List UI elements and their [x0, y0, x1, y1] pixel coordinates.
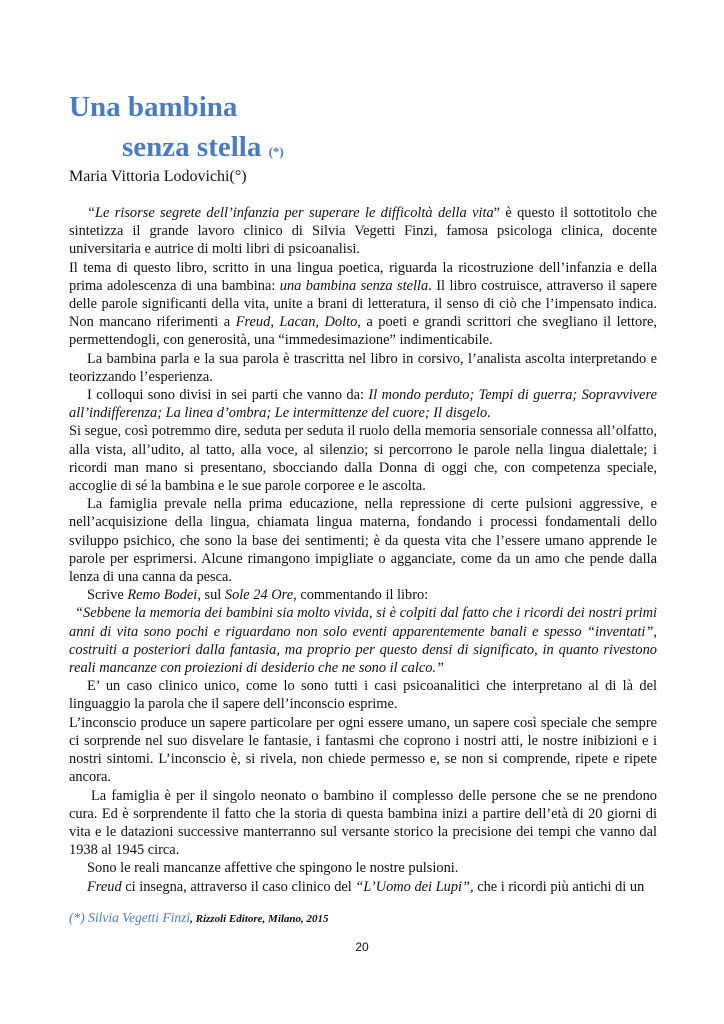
paragraph-1	[69, 204, 657, 259]
paragraph-13	[69, 878, 657, 896]
page-number: 20	[355, 940, 369, 954]
paragraph-13-case: “L’Uomo dei Lupi”,	[355, 878, 474, 895]
paragraph-4-a: I colloqui sono divisi in sei parti che vanno da:	[87, 387, 369, 404]
paragraph-12: Sono le reali mancanze affettive che spingono le nostre pulsioni.	[87, 860, 459, 877]
paragraph-3: La bambina parla e la sua parola è trascritta nel libro in corsivo, l’analista ascolta interpretando e teorizzando l’esperienza.	[69, 350, 657, 385]
paragraph-13-d: che i ricordi più antichi di un	[473, 878, 645, 895]
paragraph-7-e: , commentando il libro:	[293, 587, 429, 604]
paragraph-9: E’ un caso clinico unico, come lo sono tutti i casi psicoanalitici che interpretano al di là del linguaggio la parola che il sapere dell’inconscio esprime.	[69, 678, 657, 713]
paragraph-2-authors: Freud, Lacan, Dolto	[235, 314, 358, 331]
paragraph-2	[69, 259, 657, 350]
paragraph-7	[69, 586, 657, 604]
subtitle-quote: “Le risorse segrete dell’infanzia per superare le difficoltà della vita	[87, 205, 494, 221]
paragraph-7-a: Scrive	[87, 587, 128, 604]
title-line-2	[122, 130, 284, 169]
title-footnote-mark: (*)	[268, 144, 284, 159]
paragraph-13-b: ci insegna, attraverso il caso clinico del	[121, 878, 356, 895]
paragraph-4	[69, 386, 657, 422]
author-line: Maria Vittoria Lodovichi(°)	[69, 168, 247, 185]
title-line-2-text: senza stella	[122, 131, 262, 163]
paragraph-13-freud: Freud	[87, 878, 122, 895]
paragraph-1-text: ” è questo il sottotitolo che sintetizza il grande lavoro clinico di Silvia Vegetti Finzi, famosa psicologa clinica, docente universitaria e autrice di molti libri di psicoanalisi.	[69, 205, 657, 258]
paragraph-5: Si segue, così potremmo dire, seduta per seduta il ruolo della memoria sensoriale connessa all’olfatto, alla vista, all’udito, al tatto, alla voce, al silenzio; si percorrono le parole nella lingua dialettale; i ricordi man mano si presentano, sbocciando dalla Donna di oggi che, con competenza speciale, accoglie di sé la bambina e le sue parole corporee e le ascolta.	[69, 423, 657, 495]
paragraph-6: La famiglia prevale nella prima educazione, nella repressione di certe pulsioni aggressive, e nell’acquisizione della lingua, chiamata lingua materna, fondando i processi fondamentali dello sviluppo psichico, che sono la base dei sentimenti; è da questa vita che l’essere umano apprende le parole per esprimersi. Alcune rimangono impigliate o agganciate, come da un amo che pende dalla lenza di una canna da pesca.	[69, 496, 657, 586]
paragraph-11: La famiglia è per il singolo neonato o bambino il complesso delle persone che se ne prendono cura. Ed è sorprendente il fatto che la storia di questa bambina inizi a partire dell’età di 20 giorni di vita e le datazioni successive manterranno sul versante storico la precisione dei tempi che vanno dal 1938 al 1945 circa.	[69, 787, 657, 859]
block-quote: “Sebbene la memoria dei bambini sia molto vivida, si è colpiti dal fatto che i ricordi dei nostri primi anni di vita sono pochi e riguardano non solo eventi apparentemente banali e spesso “inventati”, costruiti a posteriori dalla fantasia, ma proprio per questo densi di significato, in quanto rivestono reali mancanze con proiezioni di desiderio che ne sono il calco.”	[69, 605, 657, 677]
footnote-publisher: , Rizzoli Editore, Milano, 2015	[190, 913, 329, 925]
paragraph-2-book-title: una bambina senza stella	[279, 277, 429, 294]
paragraph-7-c: , sul	[197, 587, 225, 604]
paragraph-2-a: Il tema di questo libro, scritto in una lingua poetica, riguarda la ricostruzione dell’infanzia e della prima adolescenza di una bambina:	[69, 259, 657, 294]
title-line-1: Una bambina	[69, 91, 238, 123]
paragraph-7-author: Remo Bodei	[127, 587, 198, 604]
article-body	[69, 204, 657, 896]
paragraph-10: L’inconscio produce un sapere particolare per ogni essere umano, un sapere così speciale che sempre ci sorprende nel suo disvelare le fantasie, i fantasmi che coprono i nostri atti, le nostre inibizioni e i nostri sintomi. L’inconscio è, si rivela, non chiede permesso e, se non si comprende, ripete e ripete ancora.	[69, 714, 657, 786]
paragraph-7-newspaper: Sole 24 Ore	[224, 587, 294, 604]
footnote	[69, 910, 329, 926]
paragraph-2-e: , a poeti e grandi scrittori che svegliano il lettore, permettendogli, con generosità, una “immedesimazione” indimenticabile.	[69, 314, 658, 349]
paragraph-2-c: . Il libro costruisce, attraverso il sapere delle parole significanti della vita, unite a brani di letteratura, il senso di ciò che l’impensato indica. Non mancano riferimenti a	[69, 277, 657, 331]
footnote-author: (*) Silvia Vegetti Finzi	[69, 910, 191, 925]
paragraph-4-parts: Il mondo perduto; Tempi di guerra; Sopravvivere all’indifferenza; La linea d’ombra; Le intermittenze del cuore; Il disgelo.	[69, 387, 657, 422]
